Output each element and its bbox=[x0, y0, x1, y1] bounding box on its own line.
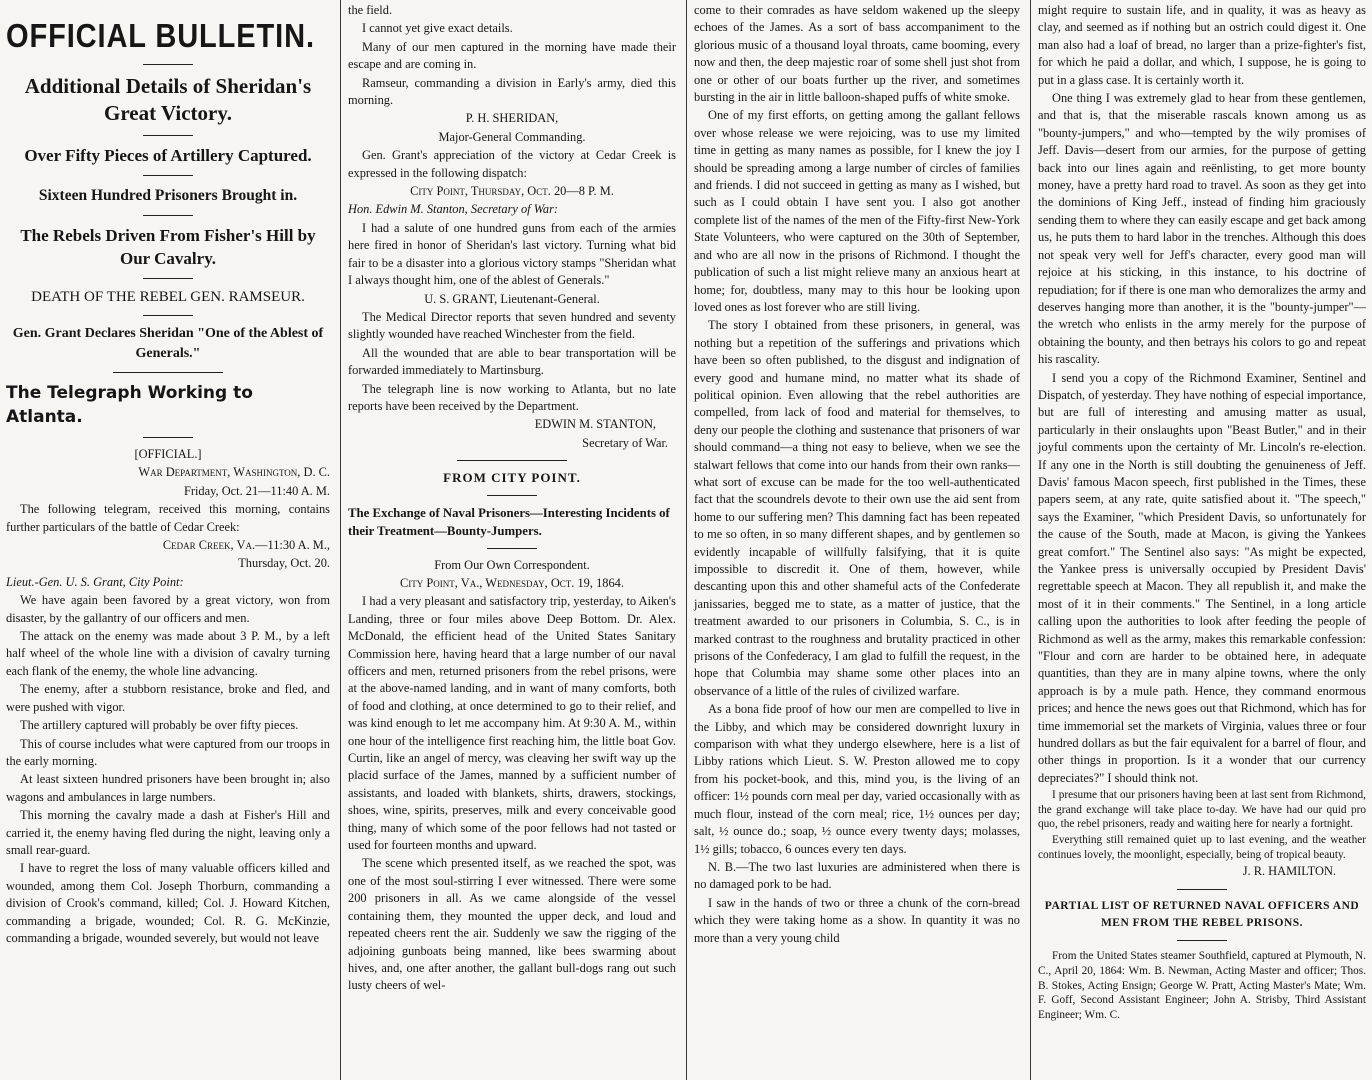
paragraph: N. B.—The two last luxuries are administered when there is no damaged pork to be had. bbox=[694, 859, 1020, 892]
paragraph: All the wounded that are able to bear transportation will be forwarded immediately to Martinsburg. bbox=[348, 345, 676, 378]
divider bbox=[143, 315, 193, 316]
signature-title: Secretary of War. bbox=[582, 435, 668, 450]
divider bbox=[143, 215, 193, 216]
paragraph: At least sixteen hundred prisoners have been brought in; also wagons and ambulances in large numbers. bbox=[6, 772, 330, 804]
paragraph: The Medical Director reports that seven hundred and seventy slightly wounded have reached Winchester from the field. bbox=[348, 309, 676, 342]
paragraph: This morning the cavalry made a dash at Fisher's Hill and carried it, the enemy having fled during the night, leaving only a small rear-guard. bbox=[6, 808, 330, 857]
divider bbox=[487, 548, 537, 549]
section-heading: FROM CITY POINT. bbox=[443, 470, 581, 486]
deck-headline: The Rebels Driven From Fisher's Hill by Our Cavalry. bbox=[20, 226, 316, 268]
deck-headline: The Telegraph Working to Atlanta. bbox=[6, 383, 253, 427]
column-rule bbox=[1030, 0, 1031, 1080]
signature: EDWIN M. STANTON, bbox=[534, 417, 656, 432]
deck-headline: DEATH OF THE REBEL GEN. RAMSEUR. bbox=[31, 289, 305, 305]
signature: J. R. HAMILTON. bbox=[1242, 864, 1336, 879]
column-2 bbox=[342, 0, 682, 1080]
paragraph: From the United States steamer Southfield, captured at Plymouth, N. C., April 20, 1864: Wm. B. Newman, Acting Master and officer; Thos. B. Stokes, Acting Ensign; George W. Pratt, Acting Master's Mate; Wm. F. Goff, Second Assistant Engineer; John A. Strisby, Third Assistant Engineer; Wm. C. bbox=[1038, 950, 1366, 1021]
paragraph: As a bona fide proof of how our men are compelled to live in the Libby, and which may be considered downright luxury in comparison with what they undergo elsewhere, here is a list of Libby rations which Lieut. S. W. Preston allowed me to copy from his pocket-book, and this, mind you, is the living of an officer: 1½ pounds corn meal per day, varied occasionally with as much flour, instead of the corn meal; rice, 1½ ounces per day; salt, ½ ounce do.; soap, ½ ounce every twenty days; molasses, 1½ gills; tobacco, 6 ounces every ten days. bbox=[694, 702, 1020, 856]
paragraph: might require to sustain life, and in quality, it was as heavy as clay, and seemed as if nothing but an ostrich could digest it. One man also had a loaf of bread, no larger than a prize-fighter's fist, for which he paid a dollar, and which, I suppose, he is going to put in a glass case. It is certainly worth it. bbox=[1038, 3, 1366, 87]
column-4 bbox=[1032, 0, 1372, 1080]
paragraph: come to their comrades as have seldom wakened up the sleepy echoes of the James. As a sort of bass accompaniment to the glorious music of a thousand loyal throats, came booming, every now and then, the deep majestic roar of some shell just shot from one or other of our boats further up the river, and sometimes bursting in the air in little balloon-shaped puffs of white smoke. bbox=[694, 3, 1020, 105]
paragraph: I presume that our prisoners having been at last sent from Richmond, the grand exchange will take place to-day. We have had our quid pro quo, the rebel prisoners, ready and waiting here for nearly a fortnight. bbox=[1038, 789, 1366, 831]
salutation: Lieut.-Gen. U. S. Grant, City Point: bbox=[6, 574, 184, 589]
paragraph: The artillery captured will probably be over fifty pieces. bbox=[20, 718, 299, 733]
paragraph: Everything still remained quiet up to last evening, and the weather continues lovely, the moonlight, especially, being of tropical beauty. bbox=[1038, 834, 1366, 861]
divider bbox=[1177, 940, 1227, 941]
divider bbox=[143, 437, 193, 438]
subheading: The Exchange of Naval Prisoners—Interesting Incidents of their Treatment—Bounty-Jumpers. bbox=[348, 505, 670, 538]
paragraph: The telegraph line is now working to Atlanta, but no late reports have been received by the Department. bbox=[348, 381, 676, 413]
divider bbox=[143, 278, 193, 279]
divider bbox=[457, 460, 567, 461]
paragraph: I had a salute of one hundred guns from each of the armies here fired in honor of Sheridan's last victory. Turning what bid fair to be a disaster into a glorious victory stamps "Sheridan what I always thought him, one of the ablest of Generals." bbox=[348, 220, 676, 288]
paragraph: the field. bbox=[348, 3, 393, 17]
signature-title: Major-General Commanding. bbox=[438, 129, 586, 144]
paragraph: One of my first efforts, on getting among the gallant fellows over whose release we were rejoicing, was to use my limited time in getting as many names as possible, for I knew the joy I should be spreading among a large number of circles of families and friends. I did not succeed in getting as many as I wished, but such as I could obtain I have sent you. I also got another complete list of the names of the men of the Fifty-first New-York State Volunteers, who were captured on the 30th of September, and who are all now in the prisons of Richmond. I thought the publication of such a list might relieve many an anxious heart at home; for, doubtless, many may to this hour be looking upon loved ones as lost forever who are still living. bbox=[694, 108, 1020, 314]
divider bbox=[1177, 889, 1227, 890]
salutation: Hon. Edwin M. Stanton, Secretary of War: bbox=[348, 202, 559, 217]
paragraph: The story I obtained from these prisoners, in general, was nothing but a repetition of the sufferings and privations which have been so often published, to the disgust and indignation of every good and humane mind, no matter what its shade of political opinion. Even allowing that the rebel authorities are compelled, from lack of food and material for themselves, to deny our people the clothing and sustenance that prisoners of war should command—a thing not easy to believe, when we see the stalwart fellows that come into our hands from their own ranks—what sort of excuse can be made for the too well-authenticated fact that the scoundrels devote to their own use the aid sent from home to our suffering men? This damning fact has been repeated to me so often, in so many different shapes, and by gentlemen so evidently incapable of willfully falsifying, that it is quite impossible to discredit it. One of them, however, while descanting upon this and other shameful acts of the Confederate janissaries, begged me to state, as a matter of justice, that the treatment awarded to our prisoners in Columbia, S. C., is in marked contrast to the roughness and brutality practiced in other prisons of the Confederacy, I am glad to fulfill the request, in the hope that Columbia may shame some other places into an observance of a little of the rules of civilized warfare. bbox=[694, 318, 1020, 698]
divider bbox=[143, 135, 193, 136]
paragraph: One thing I was extremely glad to hear from these gentlemen, and that is, that the miserable rascals known among us as "bounty-jumpers," and who—tempted by the wily promises of Jeff. Davis—desert from our armies, for the purpose of getting back into our lines again and reënlisting, to get more bounty money, have a pretty hard road to travel. As soon as they get into the dominions of King Jeff., instead of finding him graciously sending them to where they can easily escape and get back among us, he puts them to hard labor in the trenches. Although this does not speak very well for Jeff's character, every good man will rejoice at his sticking, in this instance, to his doctrine of repudiation; for if there is one man who demoralizes the army and deserves hanging more than another, it is the "bounty-jumper"—the wretch who enlists in the army merely for the purpose of obtaining the bounty, and then betrays his colors to go and repeat his rascality. bbox=[1038, 91, 1366, 367]
paragraph: Many of our men captured in the morning have made their escape and are coming in. bbox=[348, 39, 676, 72]
deck-headline: Over Fifty Pieces of Artillery Captured. bbox=[24, 146, 312, 165]
divider bbox=[143, 64, 193, 65]
paragraph: Ramseur, commanding a division in Early's army, died this morning. bbox=[348, 75, 676, 108]
signature: U. S. GRANT, Lieutenant-General. bbox=[424, 291, 600, 306]
column-1 bbox=[0, 0, 336, 1080]
dateline: Cedar Creek, Va.—11:30 A. M., bbox=[162, 538, 330, 553]
paragraph: The enemy, after a stubborn resistance, broke and fled, and were pushed with vigor. bbox=[6, 682, 330, 714]
column-rule bbox=[340, 0, 341, 1080]
masthead: OFFICIAL BULLETIN. bbox=[6, 17, 315, 54]
paragraph: We have again been favored by a great victory, won from disaster, by the gallantry of our officers and men. bbox=[6, 593, 330, 625]
deck-headline: Additional Details of Sheridan's Great Victory. bbox=[24, 74, 312, 125]
paragraph: I saw in the hands of two or three a chunk of the corn-bread which they were taking home as a show. In quantity it was no more than a very young child bbox=[694, 895, 1020, 945]
byline: From Our Own Correspondent. bbox=[434, 557, 590, 572]
divider bbox=[143, 175, 193, 176]
deck-headline: Gen. Grant Declares Sheridan "One of the Ablest of Generals." bbox=[12, 326, 324, 361]
paragraph: Gen. Grant's appreciation of the victory at Cedar Creek is expressed in the following dispatch: bbox=[348, 148, 676, 180]
dateline: War Department, Washington, D. C. bbox=[138, 465, 330, 480]
dateline: Thursday, Oct. 20. bbox=[238, 556, 330, 571]
signature: P. H. SHERIDAN, bbox=[465, 111, 559, 126]
paragraph: I cannot yet give exact details. bbox=[362, 21, 513, 36]
paragraph: I had a very pleasant and satisfactory trip, yesterday, to Aiken's Landing, three or four miles above Deep Bottom. Dr. Alex. McDonald, the efficient head of the United States Sanitary Commission here, having heard that a large number of our naval officers and men, returned prisoners from the rebel prisons, were at the above-named landing, and in want of many comforts, both of food and clothing, at once determined to go to their relief, and was kind enough to let me accompany him. At 9:30 A. M., within one hour of the intelligence first reaching him, the little boat Gov. Curtin, like an angel of mercy, was cleaving her swift way up the placid surface of the James, manned by a sufficient number of assistants, and loaded with blankets, shirts, drawers, stockings, shoes, wine, spirits, preserves, milk and every conceivable good thing, many of which some of the poor fellows had not tasted or used for fourteen months and upward. bbox=[348, 594, 676, 853]
paragraph: The attack on the enemy was made about 3 P. M., by a left half wheel of the whole line with a division of cavalry turning each flank of the enemy, the whole line advancing. bbox=[6, 629, 330, 678]
column-rule bbox=[686, 0, 687, 1080]
section-heading: PARTIAL LIST OF RETURNED NAVAL OFFICERS AND MEN FROM THE REBEL PRISONS. bbox=[1044, 899, 1360, 930]
dateline: City Point, Va., Wednesday, Oct. 19, 1864. bbox=[400, 575, 624, 590]
paragraph: The following telegram, received this morning, contains further particulars of the battle of Cedar Creek: bbox=[6, 502, 330, 534]
dateline: City Point, Thursday, Oct. 20—8 P. M. bbox=[410, 184, 614, 199]
paragraph: The scene which presented itself, as we reached the spot, was one of the most soul-stirring I ever witnessed. There were some 200 prisoners in all. As we came alongside of the vessel containing them, they mounted the upper deck, and loud and repeated cheers rent the air. Suddenly we saw the rigging of the adjoining gunboats being manned, like bees swarming about hives, and, one after another, the gallant bull-dogs rang out such lusty cheers of wel- bbox=[348, 856, 676, 993]
paragraph: This of course includes what were captured from our troops in the early morning. bbox=[6, 736, 330, 768]
official-label: [OFFICIAL.] bbox=[134, 447, 202, 461]
deck-headline: Sixteen Hundred Prisoners Brought in. bbox=[38, 187, 298, 204]
paragraph: I send you a copy of the Richmond Examiner, Sentinel and Dispatch, of yesterday. They have nothing of especial importance, but are full of interesting and amusing matter as usual, particularly in their onslaughts upon "Beast Butler," and in their joyful comments upon the certainty of Mr. Lincoln's re-election. If any one in the North is still doubting the genuineness of Jeff. Davis' famous Macon speech, first published in the Times, these papers seem, at any rate, quite satisfied about it. "The speech," says the Examiner, "which President Davis, so unfortunately for the cause of the South, made at Macon, is giving the Yankees great comfort." The Sentinel also says: "As might be expected, the Yankee press is universally occupied by President Davis' regrettable speech at Macon. They all republish it, and make the most of it in their comments." The Sentinel, in a long article calling upon the authorities to look after feeding the people of Richmond as well as the army, makes this remarkable confession: "Flour and corn are harder to be obtained here, in adequate quantities, than they are in many alpine towns, where the only approach is by a mule path. Hence, they command enormous prices; and hence the news goes out that Richmond, which has for time immemorial set the markets of Virginia, values three or four hundred dollars as but the fair equivalent for a barrel of flour, and other things in proportion. Is it a wonder that our currency depreciates?" I should think not. bbox=[1038, 370, 1366, 785]
divider bbox=[487, 495, 537, 496]
paragraph: I have to regret the loss of many valuable officers killed and wounded, among them Col. Joseph Thorburn, commanding a division of Crook's command, killed; Col. J. Howard Kitchen, commanding a brigade, wounded; Col. R. G. McKinzie, commanding a brigade, wounded severely, but would not leave bbox=[6, 861, 330, 945]
dateline: Friday, Oct. 21—11:40 A. M. bbox=[183, 483, 330, 498]
column-3 bbox=[688, 0, 1026, 1080]
divider bbox=[113, 372, 223, 373]
